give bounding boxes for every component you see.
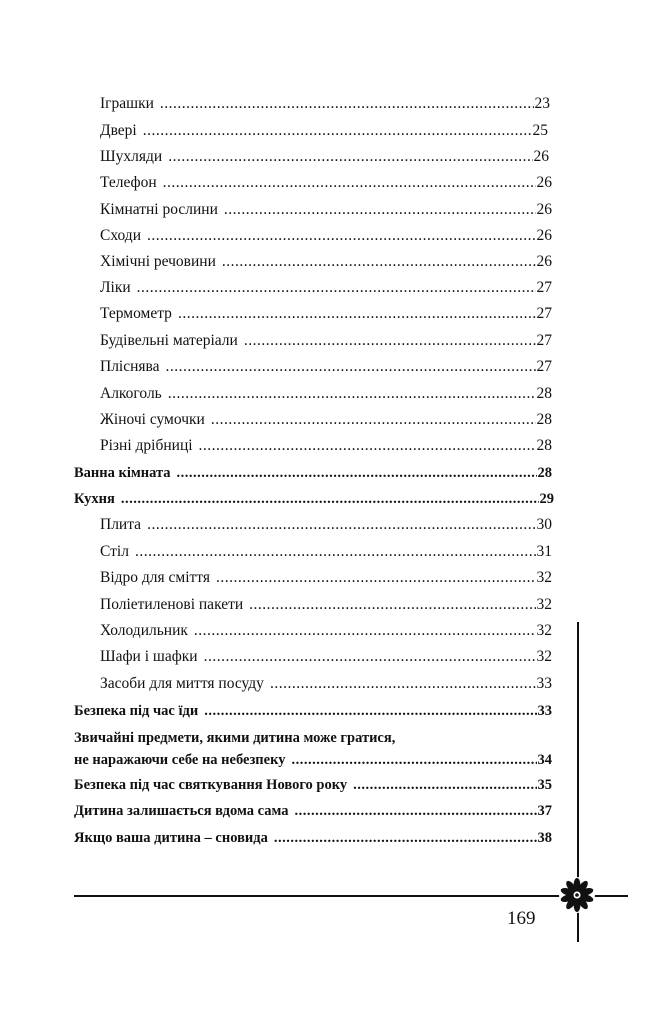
toc-leader: [160, 94, 534, 114]
toc-leader: [270, 674, 536, 694]
toc-leader: [274, 828, 537, 848]
toc-entry-title: Ліки: [100, 279, 131, 296]
toc-entry-title: Шухляди: [100, 148, 163, 165]
toc-entry-page: 28: [536, 437, 552, 454]
toc-entry: [100, 331, 552, 351]
toc-entry-page: 31: [536, 543, 552, 560]
toc-entry-page: 26: [536, 227, 552, 244]
toc-leader: [143, 121, 532, 141]
toc-entry-page: 32: [536, 648, 552, 665]
toc-entry: [100, 226, 552, 246]
toc-entry-page: 33: [536, 675, 552, 692]
toc-entry: [100, 542, 552, 562]
toc-entry: [100, 410, 552, 430]
toc-entry-title: Холодильник: [100, 622, 188, 639]
toc-entry-title: Різні дрібниці: [100, 437, 193, 454]
toc-section: [74, 801, 552, 821]
toc-entry: [100, 200, 552, 220]
toc-entry-page: 25: [532, 122, 548, 139]
toc-entry-title: Жіночі сумочки: [100, 411, 205, 428]
page-number: 169: [507, 908, 536, 929]
toc-entry-title: Відро для сміття: [100, 569, 210, 586]
toc-section-page: 33: [537, 703, 552, 719]
toc-section-title: Кухня: [74, 491, 115, 507]
toc-section-title: Безпека під час святкування Нового року: [74, 777, 348, 793]
toc-entry-title: Плита: [100, 516, 142, 533]
toc-entry: [100, 278, 552, 298]
toc-entry-title: Стіл: [100, 543, 129, 560]
toc-entry-title: Іграшки: [100, 95, 154, 112]
toc-entry-title: Пліснява: [100, 358, 160, 375]
toc-leader: [194, 621, 536, 641]
toc-entry: [100, 384, 552, 404]
toc-entry: [100, 621, 552, 641]
toc-section: [74, 463, 552, 483]
toc-entry-page: 26: [536, 174, 552, 191]
toc-section: [74, 701, 552, 721]
toc-entry-title: Сходи: [100, 227, 141, 244]
toc-leader: [291, 749, 536, 771]
toc-entry-title: Засоби для миття посуду: [100, 675, 264, 692]
toc-section: [74, 775, 552, 795]
toc-entry: [100, 304, 552, 324]
toc-entry-page: 32: [536, 569, 552, 586]
toc-leader: [295, 801, 537, 821]
toc-entry: [100, 436, 552, 456]
toc-section-page: 34: [537, 752, 552, 768]
toc-entry: [100, 515, 552, 535]
toc-entry: [100, 568, 552, 588]
toc-entry-title: Телефон: [100, 174, 157, 191]
toc-section-page: 29: [539, 491, 554, 507]
toc-entry: [100, 147, 549, 167]
toc-section-title: Безпека під час їди: [74, 703, 199, 719]
toc-entry: [100, 357, 552, 377]
footer-rule-horizontal: [74, 895, 628, 897]
toc-leader: [199, 436, 536, 456]
toc-section-line2: [74, 749, 552, 771]
toc-entry-page: 32: [536, 622, 552, 639]
toc-entry-page: 27: [536, 332, 552, 349]
toc-entry-page: 28: [536, 385, 552, 402]
toc-section-page: 35: [537, 777, 552, 793]
toc-entry: [100, 252, 552, 272]
toc-entry-title: Кімнатні рослини: [100, 201, 218, 218]
toc-entry-page: 27: [536, 305, 552, 322]
toc-leader: [135, 542, 536, 562]
toc-entry-title: Шафи і шафки: [100, 648, 198, 665]
toc-entry: [100, 121, 548, 141]
toc-entry-title: Будівельні матеріали: [100, 332, 238, 349]
toc-leader: [216, 568, 536, 588]
toc-leader: [177, 463, 537, 483]
toc-entry-title: Термометр: [100, 305, 172, 322]
toc-leader: [211, 410, 536, 430]
toc-entry-page: 26: [536, 253, 552, 270]
toc-leader: [121, 489, 539, 509]
toc-section-title-line2: не наражаючи себе на небезпеку: [74, 752, 286, 768]
toc-leader: [222, 252, 536, 272]
toc-section-title: Дитина залишається вдома сама: [74, 803, 289, 819]
toc-section-title: Якщо ваша дитина – сновида: [74, 830, 268, 846]
toc-entry: [100, 647, 552, 667]
toc-section: [74, 489, 554, 509]
toc-leader: [137, 278, 536, 298]
toc-leader: [163, 173, 536, 193]
toc-leader: [178, 304, 536, 324]
toc-entry-title: Поліетиленові пакети: [100, 596, 244, 613]
toc-section-page: 28: [537, 465, 552, 481]
toc-section-title: Ванна кімната: [74, 465, 171, 481]
toc-section-page: 37: [537, 803, 552, 819]
toc-entry-page: 26: [533, 148, 549, 165]
toc-entry-page: 28: [536, 411, 552, 428]
toc-entry: [100, 94, 550, 114]
flower-ornament-icon: [558, 876, 596, 914]
toc-entry-page: 26: [536, 201, 552, 218]
toc-entry-title: Алкоголь: [100, 385, 162, 402]
toc-entry: [100, 674, 552, 694]
toc-leader: [166, 357, 536, 377]
toc-section: [74, 828, 552, 848]
toc-entry-page: 27: [536, 358, 552, 375]
toc-section-title-line1: Звичайні предмети, якими дитина може гратися,: [74, 730, 396, 746]
toc-leader: [168, 147, 532, 167]
toc-entry-page: 32: [536, 596, 552, 613]
toc-leader: [204, 701, 536, 721]
toc-leader: [168, 384, 536, 404]
toc-entry-page: 27: [536, 279, 552, 296]
toc-leader: [204, 647, 536, 667]
toc-leader: [249, 595, 535, 615]
toc-entry-page: 23: [534, 95, 550, 112]
toc-entry-page: 30: [536, 516, 552, 533]
toc-entry: [100, 595, 552, 615]
toc-section-page: 38: [537, 830, 552, 846]
toc-entry: [100, 173, 552, 193]
toc-section-multiline: [74, 727, 552, 771]
toc-leader: [224, 200, 536, 220]
toc-entry-title: Хімічні речовини: [100, 253, 216, 270]
toc-leader: [147, 226, 536, 246]
toc-leader: [147, 515, 535, 535]
toc-entry-title: Двері: [100, 122, 137, 139]
toc-leader: [353, 775, 536, 795]
toc-leader: [244, 331, 536, 351]
